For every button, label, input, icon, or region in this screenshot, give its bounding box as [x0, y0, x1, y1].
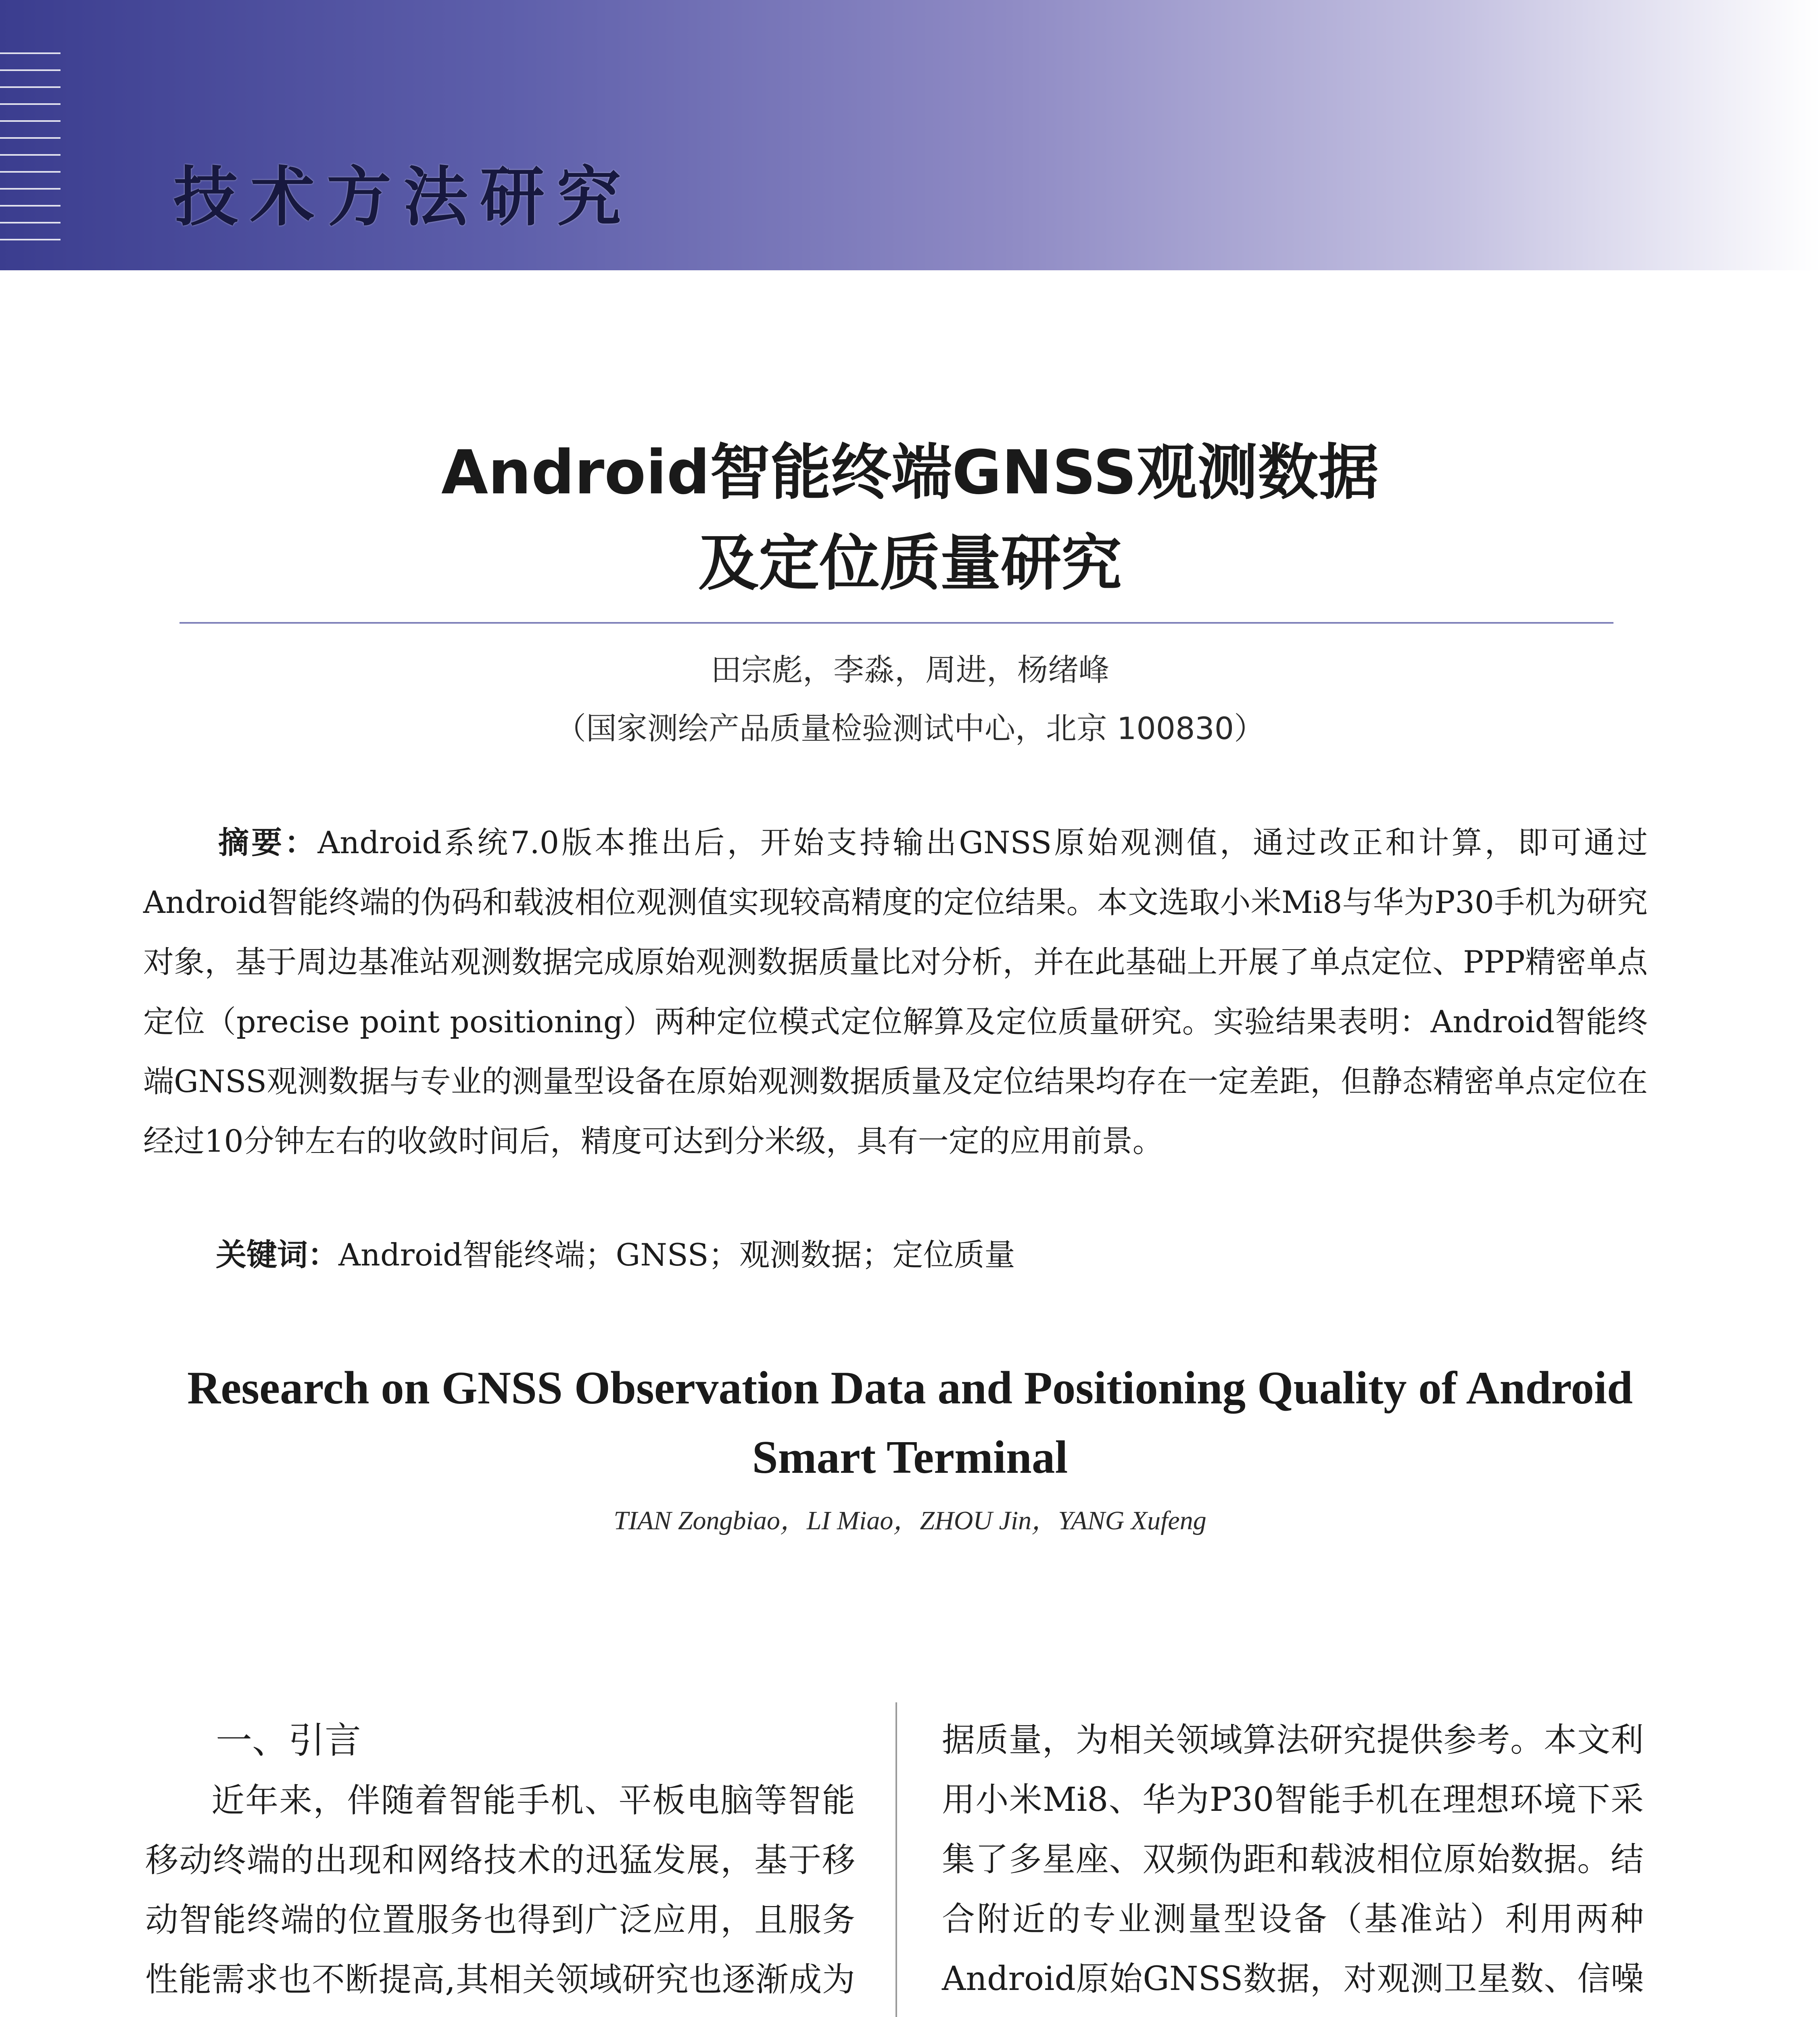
section-heading: 一、引言: [216, 1719, 361, 1762]
title-line-1: Android智能终端GNSS观测数据: [441, 438, 1379, 508]
column-divider: [895, 1702, 897, 2017]
title-divider: [179, 622, 1613, 624]
keywords-label: 关键词：: [216, 1237, 338, 1273]
article-title: [0, 428, 1820, 609]
left-column: [145, 1710, 855, 2017]
right-column: [942, 1710, 1644, 2017]
authors: 田宗彪，李淼，周进，杨绪峰: [711, 652, 1109, 688]
english-title: Research on GNSS Observation Data and Positioning Quality of Android Smart Terminal: [187, 1362, 1633, 1483]
title-line-2: 及定位质量研究: [698, 528, 1122, 599]
abstract-text: Android系统7.0版本推出后，开始支持输出GNSS原始观测值，通过改正和计算，即可通过Android智能终端的伪码和载波相位观测值实现较高精度的定位结果。本文选取小米Mi8与华为P30手机为研究对象，基于周边基准站观测数据完成原始观测数据质量比对分析，并在此基础上开展了单点定位、PPP精密单点定位（precise point positioning）两种定位模式定位解算及定位质量研究。实验结果表明：Android智能终端GNSS观测数据与专业的测量型设备在原始观测数据质量及定位结果均存在一定差距，但静态精密单点定位在经过10分钟左右的收敛时间后，精度可达到分米级，具有一定的应用前景。: [143, 825, 1648, 1159]
body-paragraph-right: 据质量，为相关领域算法研究提供参考。本文利用小米Mi8、华为P30智能手机在理想环境下采集了多星座、双频伪距和载波相位原始数据。结合附近的专业测量型设备（基准站）利用两种Android原始GNSS数据，对观测卫星数、信噪: [942, 1721, 1644, 1998]
section-label: 技术方法研究: [173, 159, 634, 235]
abstract-label: 摘要：: [216, 825, 318, 860]
english-authors: TIAN Zongbiao，LI Miao，ZHOU Jin，YANG Xufeng: [614, 1506, 1206, 1535]
banner-decorative-lines: [0, 52, 61, 258]
header-banner: [0, 0, 1820, 270]
keywords: [216, 1230, 1015, 1274]
body-paragraph-1: 近年来，伴随着智能手机、平板电脑等智能移动终端的出现和网络技术的迅猛发展，基于移动智能终端的位置服务也得到广泛应用，且服务性能需求也不断提高,其相关领域研究也逐渐成为: [145, 1781, 855, 1999]
affiliation: （国家测绘产品质量检验测试中心，北京 100830）: [555, 710, 1265, 746]
abstract: [143, 813, 1648, 1171]
keywords-text: Android智能终端；GNSS；观测数据；定位质量: [338, 1237, 1015, 1273]
